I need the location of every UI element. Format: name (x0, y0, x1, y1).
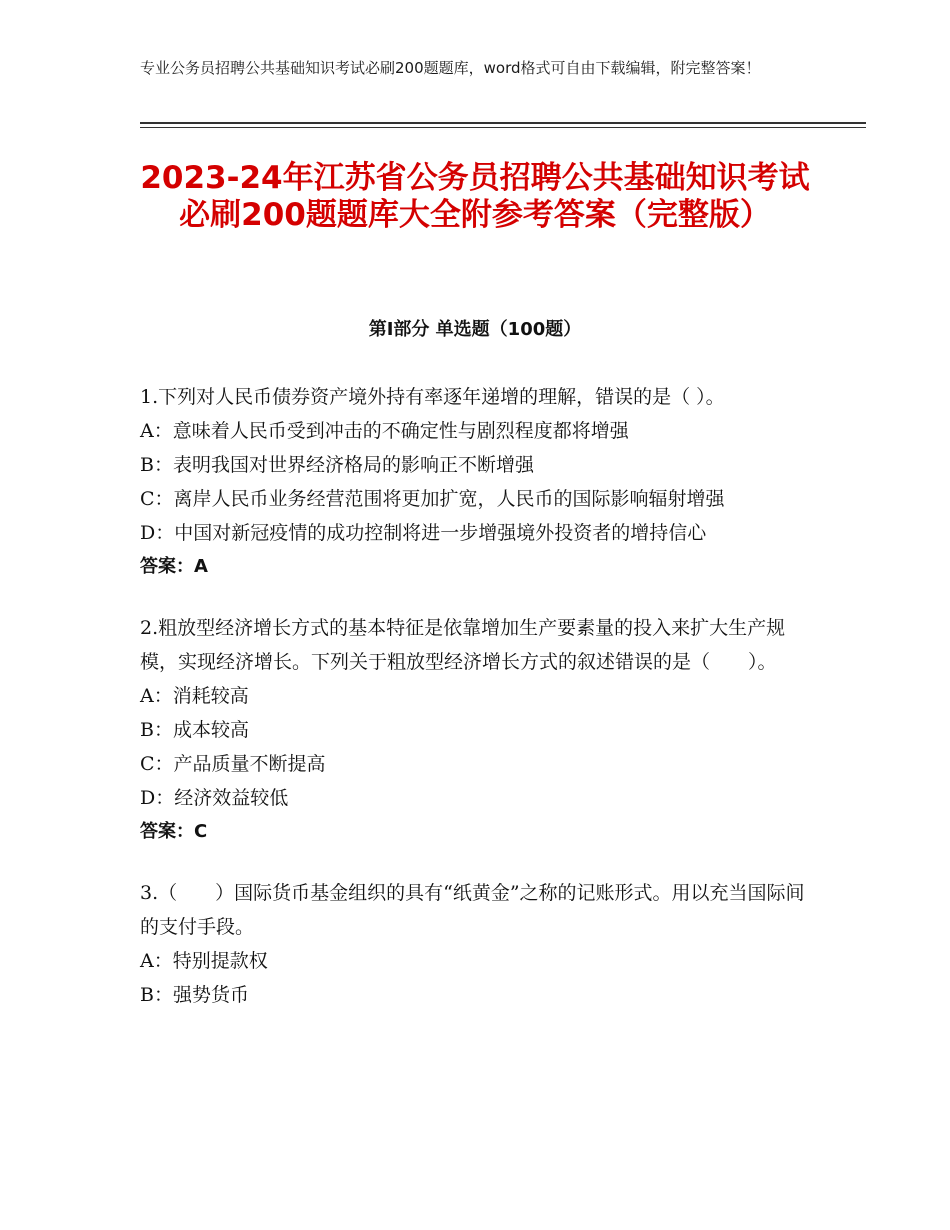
header-divider-thin (140, 127, 866, 128)
document-title: 2023-24年江苏省公务员招聘公共基础知识考试必刷200题题库大全附参考答案（完整版） (140, 160, 810, 233)
question-list (140, 380, 810, 1039)
question-item (140, 876, 810, 1012)
question-stem: 3.（ ）国际货币基金组织的具有“纸黄金”之称的记账形式。用以充当国际间的支付手段。 (140, 882, 805, 938)
question-option: C：产品质量不断提高 (140, 753, 326, 775)
question-answer: 答案：A (140, 556, 208, 577)
question-item (140, 611, 810, 849)
question-answer: 答案：C (140, 821, 208, 842)
question-option: A：消耗较高 (140, 685, 249, 707)
header-divider (140, 122, 866, 124)
question-option: D：中国对新冠疫情的成功控制将进一步增强境外投资者的增持信心 (140, 522, 707, 544)
question-item (140, 380, 810, 584)
header-note: 专业公务员招聘公共基础知识考试必刷200题题库，word格式可自由下载编辑，附完整答案！ (140, 59, 761, 77)
question-option: A：特别提款权 (140, 950, 268, 972)
section-title: 第Ⅰ部分 单选题（100题） (368, 319, 582, 340)
question-option: B：强势货币 (140, 984, 249, 1006)
question-stem: 2.粗放型经济增长方式的基本特征是依靠增加生产要素量的投入来扩大生产规模，实现经济增长。下列关于粗放型经济增长方式的叙述错误的是（ ）。 (140, 617, 786, 673)
question-option: D：经济效益较低 (140, 787, 289, 809)
question-option: B：表明我国对世界经济格局的影响正不断增强 (140, 454, 534, 476)
question-option: C：离岸人民币业务经营范围将更加扩宽，人民币的国际影响辐射增强 (140, 488, 725, 510)
question-option: A：意味着人民币受到冲击的不确定性与剧烈程度都将增强 (140, 420, 629, 442)
question-option: B：成本较高 (140, 719, 249, 741)
question-stem: 1.下列对人民币债券资产境外持有率逐年递增的理解，错误的是（ ）。 (140, 386, 725, 408)
